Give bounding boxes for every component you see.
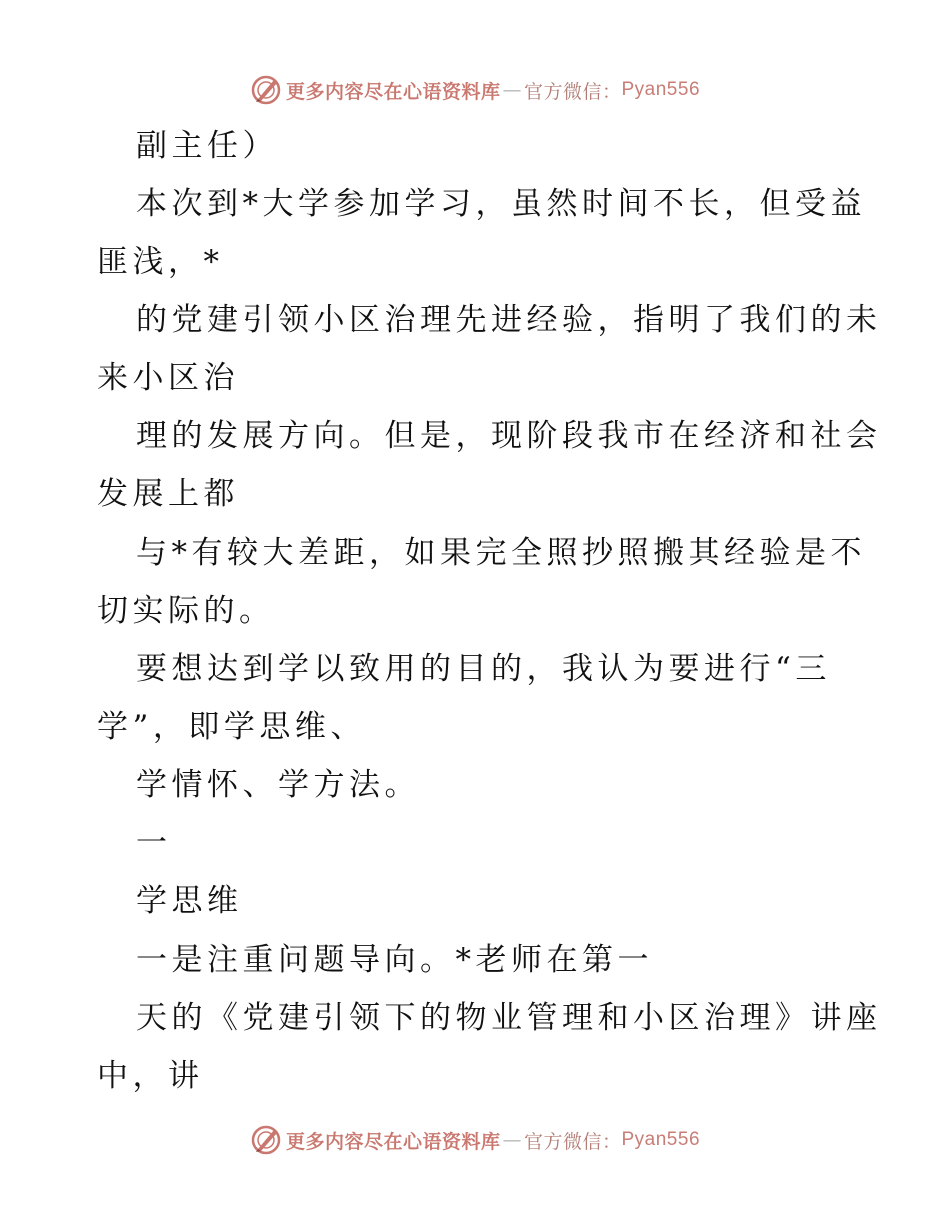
text-line: 天的《党建引领下的物业管理和小区治理》讲座	[136, 1000, 882, 1036]
watermark-main-text: 更多内容尽在心语资料库	[285, 1130, 501, 1153]
text-line: 一是注重问题导向。*老师在第一	[136, 942, 653, 978]
text-line: 学情怀、学方法。	[136, 767, 420, 803]
text-line: 本次到*大学参加学习，虽然时间不长，但受益	[136, 186, 866, 222]
watermark-main-text: 更多内容尽在心语资料库	[285, 80, 501, 103]
pen-logo-icon	[250, 1124, 282, 1156]
text-line: 副主任）	[136, 128, 278, 164]
pen-logo-icon	[250, 74, 282, 106]
text-line: 学思维	[136, 883, 243, 919]
watermark-dash: —	[502, 1129, 522, 1151]
text-line: 中，讲	[97, 1058, 204, 1094]
text-line: 来小区治	[97, 360, 239, 396]
text-line: 的党建引领小区治理先进经验，指明了我们的未	[136, 302, 882, 338]
watermark-footer	[0, 1120, 950, 1160]
text-line: 要想达到学以致用的目的，我认为要进行“三	[136, 651, 831, 687]
watermark-sub-text: 官方微信：	[523, 1130, 622, 1153]
text-line: 切实际的。	[97, 593, 275, 629]
text-line: 匪浅，*	[97, 244, 224, 280]
text-line: 一	[136, 825, 172, 861]
watermark-wechat-id: Pyan556	[621, 79, 701, 100]
watermark-sub-text: 官方微信：	[523, 80, 622, 103]
text-line: 发展上都	[97, 476, 239, 512]
text-line: 理的发展方向。但是，现阶段我市在经济和社会	[136, 418, 882, 454]
watermark-wechat-id: Pyan556	[621, 1129, 701, 1150]
text-line: 学”，即学思维、	[97, 709, 366, 745]
watermark-header	[0, 70, 950, 110]
text-line: 与*有较大差距，如果完全照抄照搬其经验是不	[136, 535, 866, 571]
watermark-dash: —	[502, 79, 522, 101]
